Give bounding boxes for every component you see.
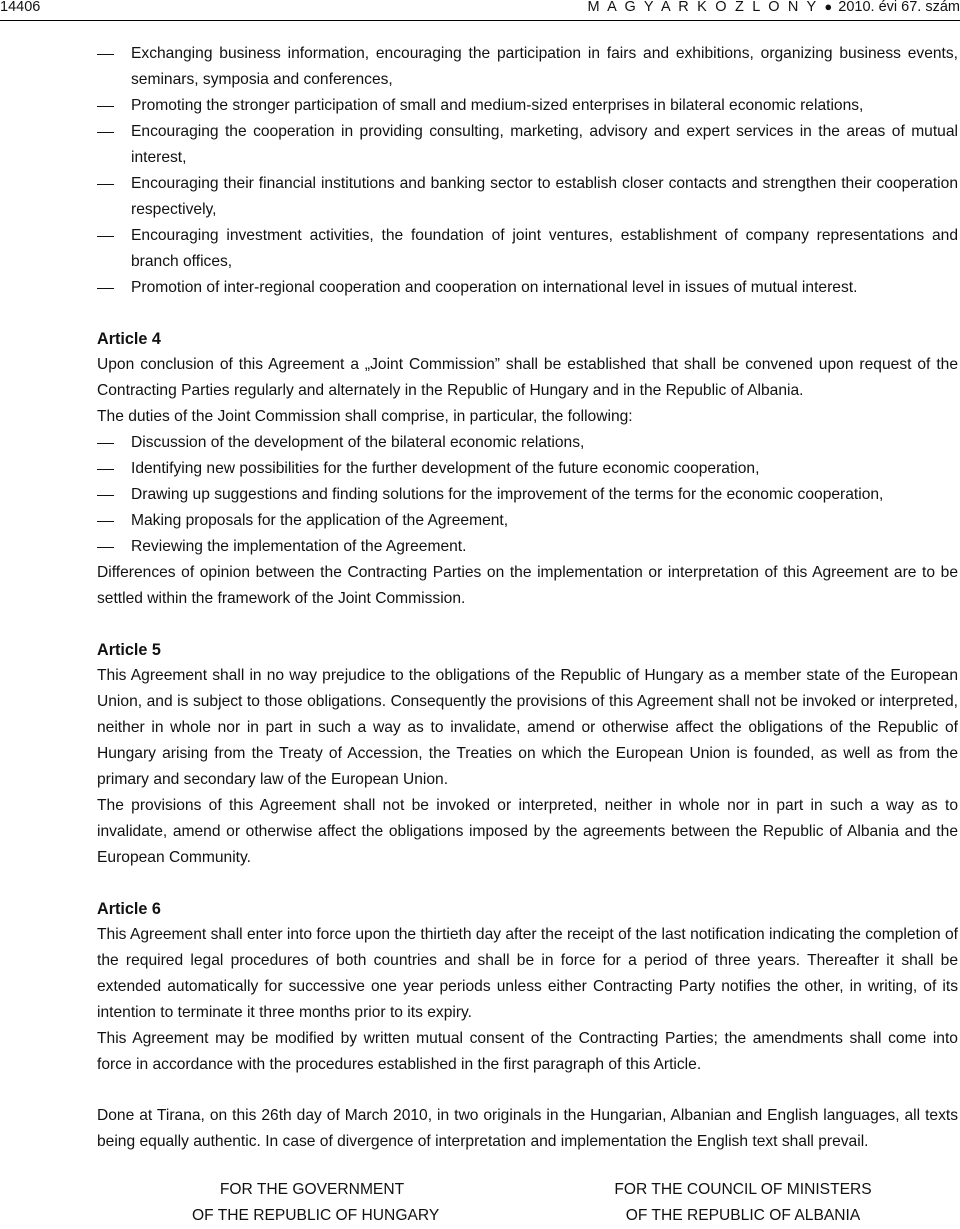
list-item: Discussion of the development of the bilateral economic relations, — [97, 430, 958, 456]
article-heading: Article 4 — [97, 330, 161, 348]
list-item: Promoting the stronger participation of small and medium-sized enterprises in bilateral economic relations, — [97, 93, 958, 119]
document-body — [97, 41, 958, 1155]
article-heading: Article 5 — [97, 641, 161, 659]
article-paragraph: Differences of opinion between the Contracting Parties on the implementation or interpretation of this Agreement are to be settled within the framework of the Joint Commission. — [97, 564, 958, 607]
closing-paragraph: Done at Tirana, on this 26th day of March 2010, in two originals in the Hungarian, Albanian and English languages, all texts being equally authentic. In case of divergence of interpretation and implementation the English text shall prevail. — [97, 1107, 958, 1150]
list-item: Encouraging investment activities, the foundation of joint ventures, establishment of company representations and branch offices, — [97, 223, 958, 275]
page-header — [0, 0, 960, 21]
article-paragraph: The duties of the Joint Commission shall comprise, in particular, the following: — [97, 408, 633, 425]
article-5 — [97, 637, 958, 871]
signature-block-albania — [608, 1177, 878, 1229]
page-number: 14406 — [0, 0, 41, 15]
intro-list — [97, 41, 958, 301]
list-item: Encouraging the cooperation in providing consulting, marketing, advisory and expert services in the areas of mutual interest, — [97, 119, 958, 171]
list-item: Identifying new possibilities for the further development of the future economic cooperation, — [97, 456, 958, 482]
list-item: Encouraging their financial institutions and banking sector to establish closer contacts and strengthen their cooperation respectively, — [97, 171, 958, 223]
article-paragraph: This Agreement may be modified by written mutual consent of the Contracting Parties; the amendments shall come into force in accordance with the procedures established in the first paragraph of this Article. — [97, 1030, 958, 1073]
article-paragraph: Upon conclusion of this Agreement a „Joint Commission” shall be established that shall be convened upon request of the Contracting Parties regularly and alternately in the Republic of Hungary and in the Republic of Albania. — [97, 356, 958, 399]
signature-line: FOR THE GOVERNMENT — [219, 1181, 405, 1198]
signature-line: OF THE REPUBLIC OF ALBANIA — [625, 1207, 861, 1224]
article-paragraph: This Agreement shall enter into force upon the thirtieth day after the receipt of the last notification indicating the completion of the required legal procedures of both countries and shall be in force for a period of three years. Thereafter it shall be extended automatically for successive one year periods unless either Contracting Party notifies the other, in writing, of its intention to terminate it three months prior to its expiry. — [97, 926, 958, 1021]
article-paragraph: This Agreement shall in no way prejudice to the obligations of the Republic of Hungary as a member state of the European Union, and is subject to those obligations. Consequently the provisions of this Agreement shall not be invoked or interpreted, neither in whole nor in part in such a way as to invalidate, amend or otherwise affect the obligations of the Republic of Hungary arising from the Treaty of Accession, the Treaties on which the European Union is founded, as well as from the primary and secondary law of the European Union. — [97, 667, 958, 788]
article-heading: Article 6 — [97, 900, 161, 918]
list-item: Drawing up suggestions and finding solutions for the improvement of the terms for the economic cooperation, — [97, 482, 958, 508]
list-item: Reviewing the implementation of the Agreement. — [97, 534, 958, 560]
article-paragraph: The provisions of this Agreement shall not be invoked or interpreted, neither in whole nor in part in such a way as to invalidate, amend or otherwise affect the obligations imposed by the agreements between the Republic of Albania and the European Community. — [97, 797, 958, 866]
signature-block-hungary — [192, 1177, 440, 1229]
signature-line: FOR THE COUNCIL OF MINISTERS — [614, 1181, 872, 1198]
journal-name: M A G Y A R K Ö Z L Ö N Y — [587, 0, 819, 15]
signature-line: OF THE REPUBLIC OF HUNGARY — [192, 1207, 440, 1224]
list-item: Exchanging business information, encouraging the participation in fairs and exhibitions, organizing business events, seminars, symposia and conferences, — [97, 41, 958, 93]
list-item: Promotion of inter-regional cooperation and cooperation on international level in issues of mutual interest. — [97, 275, 958, 301]
duties-list — [97, 430, 958, 560]
journal-title — [587, 0, 960, 14]
bullet-icon: ● — [824, 0, 833, 14]
article-6 — [97, 896, 958, 1078]
issue-label: 2010. évi 67. szám — [838, 0, 960, 15]
list-item: Making proposals for the application of the Agreement, — [97, 508, 958, 534]
article-4 — [97, 326, 958, 612]
